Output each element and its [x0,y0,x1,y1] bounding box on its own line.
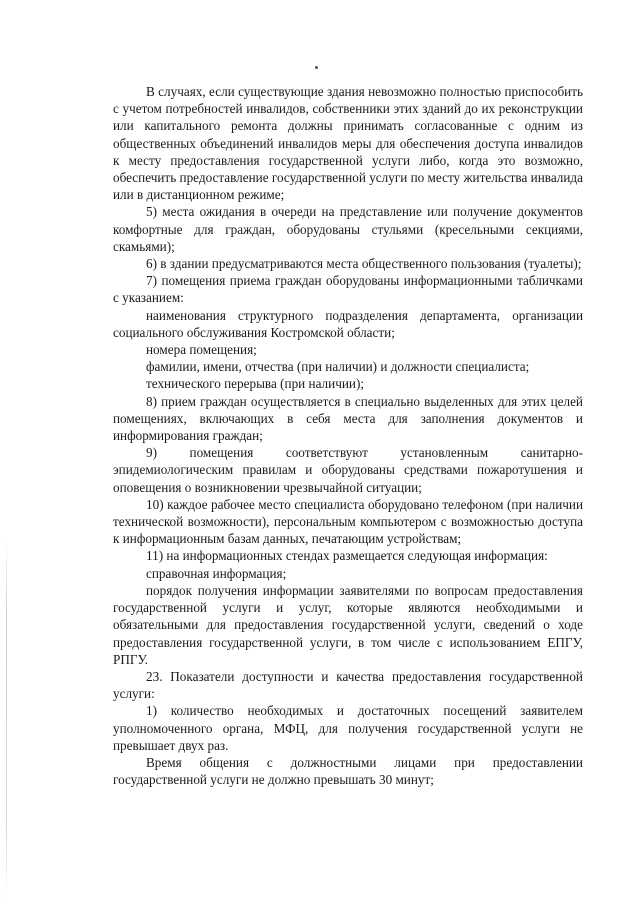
paragraph-section-23-indicators: 23. Показатели доступности и качества предоставления государственной услуги: [113,668,583,702]
paragraph-sign-department-name: наименования структурного подразделения департамента, организации социального обслуживания Костромской области; [113,307,583,340]
paragraph-sign-break-time: технического перерыва (при наличии); [146,376,364,392]
paragraph-item-11-info-stands: 11) на информационных стендах размещается следующая информация: [146,548,548,564]
scan-edge-line [6,540,7,900]
paragraph-reference-info: справочная информация; [146,565,287,581]
document-body [113,83,583,788]
paragraph-building-accessibility: В случаях, если существующие здания невозможно полностью приспособить с учетом потребностей инвалидов, собственники этих зданий до их реконструкции или капитального ремонта должны принимать согласованные с одним из общественных объединений инвалидов меры для обеспечения доступа инвалидов к месту предоставления государственной услуги либо, когда это возможно, обеспечить предоставление государственной услуги по месту жительства инвалида или в дистанционном режиме; [113,84,583,203]
paragraph-item-10-workplace-equipment: 10) каждое рабочее место специалиста оборудовано телефоном (при наличии технической возможности), персональным компьютером с возможностью доступа к информационным базам данных, печатающим устройствам; [113,496,583,547]
paragraph-indicator-visits-count: 1) количество необходимых и достаточных посещений заявителем уполномоченного органа, МФЦ, для получения государственной услуги не превышает двух раз. [113,703,583,753]
paragraph-item-5-waiting-places: 5) места ожидания в очереди на представление или получение документов комфортные для граждан, оборудованы стульями (кресельными секциями, скамьями); [113,204,583,254]
paragraph-item-6-public-facilities: 6) в здании предусматриваются места общественного пользования (туалеты); [146,256,582,272]
paragraph-indicator-communication-time: Время общения с должностными лицами при предоставлении государственной услуги не должно превышать 30 минут; [113,754,583,788]
paragraph-item-9-sanitary-rules: 9) помещения соответствуют установленным санитарно-эпидемиологическим правилам и оборудованы средствами пожаротушения и оповещения о возникновении чрезвычайной ситуации; [113,445,583,495]
paragraph-sign-room-number: номера помещения; [146,342,257,358]
paragraph-item-8-reception-areas: 8) прием граждан осуществляется в специально выделенных для этих целей помещениях, включающих в себя места для заполнения документов и информирования граждан; [113,393,583,444]
page-number-mark [315,66,318,69]
paragraph-sign-specialist-name: фамилии, имени, отчества (при наличии) и должности специалиста; [146,359,530,375]
paragraph-info-procedure: порядок получения информации заявителями по вопросам предоставления государственной услуги и услуг, которые являются необходимыми и обязательными для предоставления государственной услуги, сведений о ходе предоставления государственной услуги, в том числе с использованием ЕПГУ, РПГУ. [113,582,583,667]
paragraph-item-7-reception-rooms: 7) помещения приема граждан оборудованы информационными табличками с указанием: [113,273,583,306]
